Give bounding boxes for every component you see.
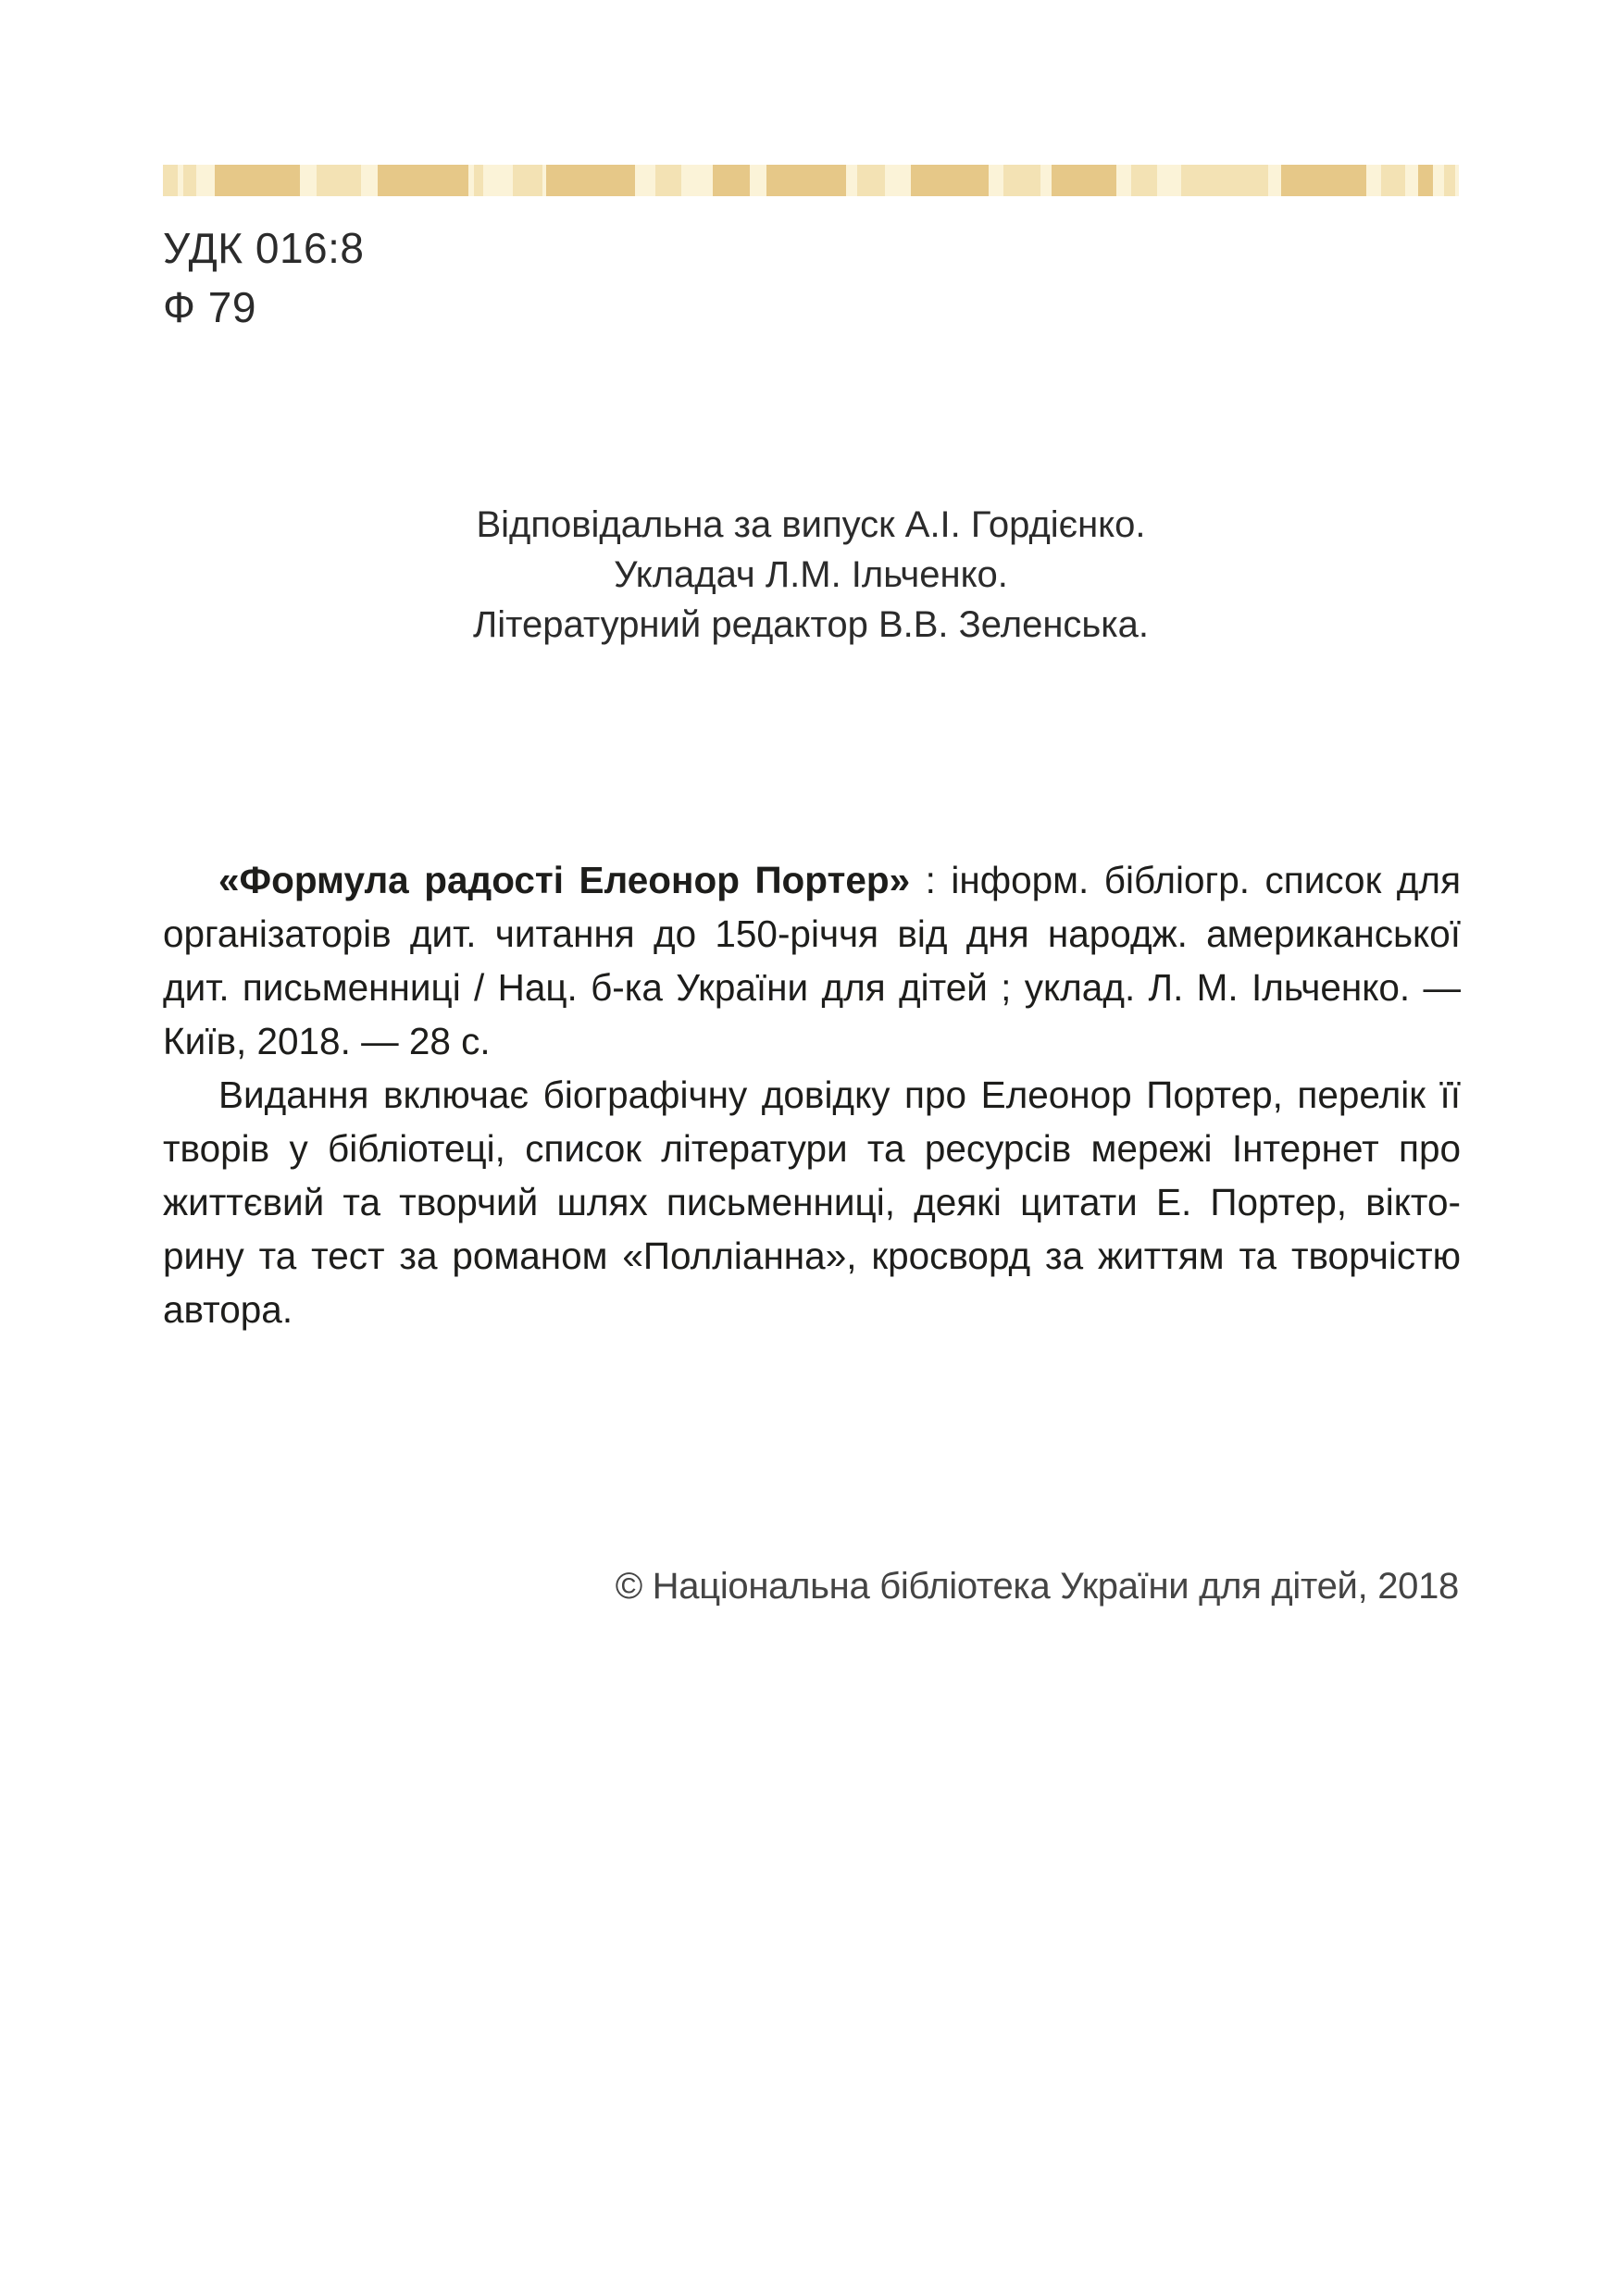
udk-block [163,218,365,337]
credits-block [163,500,1459,650]
credit-line-responsible: Відповідальна за випуск А.І. Гордієнко. [476,504,1146,545]
credit-line-editor: Літературний редактор В.В. Зеленська. [473,604,1149,645]
book-title: «Формула радості Елеонор Портер» [218,859,911,901]
catalog-index: Ф 79 [163,283,256,331]
copyright-notice: © Національна бібліотека України для дітей, 2018 [615,1566,1459,1607]
edition-description: Видання включає біографічну довідку про Елеонор Портер, перелік її творів у бібліотеці, список літератури та ресурсів мережі Інтернет про життєвий та творчий шлях письменниці, деякі цитати Е. Портер, вікто-рину та тест за романом «Полліанна», кросворд за життям та творчістю автора. [163,1074,1461,1331]
bibliographic-citation [163,853,1461,1068]
credit-line-compiler: Укладач Л.М. Ільченко. [614,554,1008,595]
annotation-block [163,853,1461,1336]
udk-code: УДК 016:8 [163,224,365,272]
decorative-strip [163,165,1459,196]
citation-details: : інформ. бібліогр. список для організаторів дит. читання до 150-річчя від дня народж. американської дит. письменниці / Нац. б-ка України для дітей ; уклад. Л. М. Ільченко. — Київ, 2018. — 28 с. [163,859,1461,1062]
